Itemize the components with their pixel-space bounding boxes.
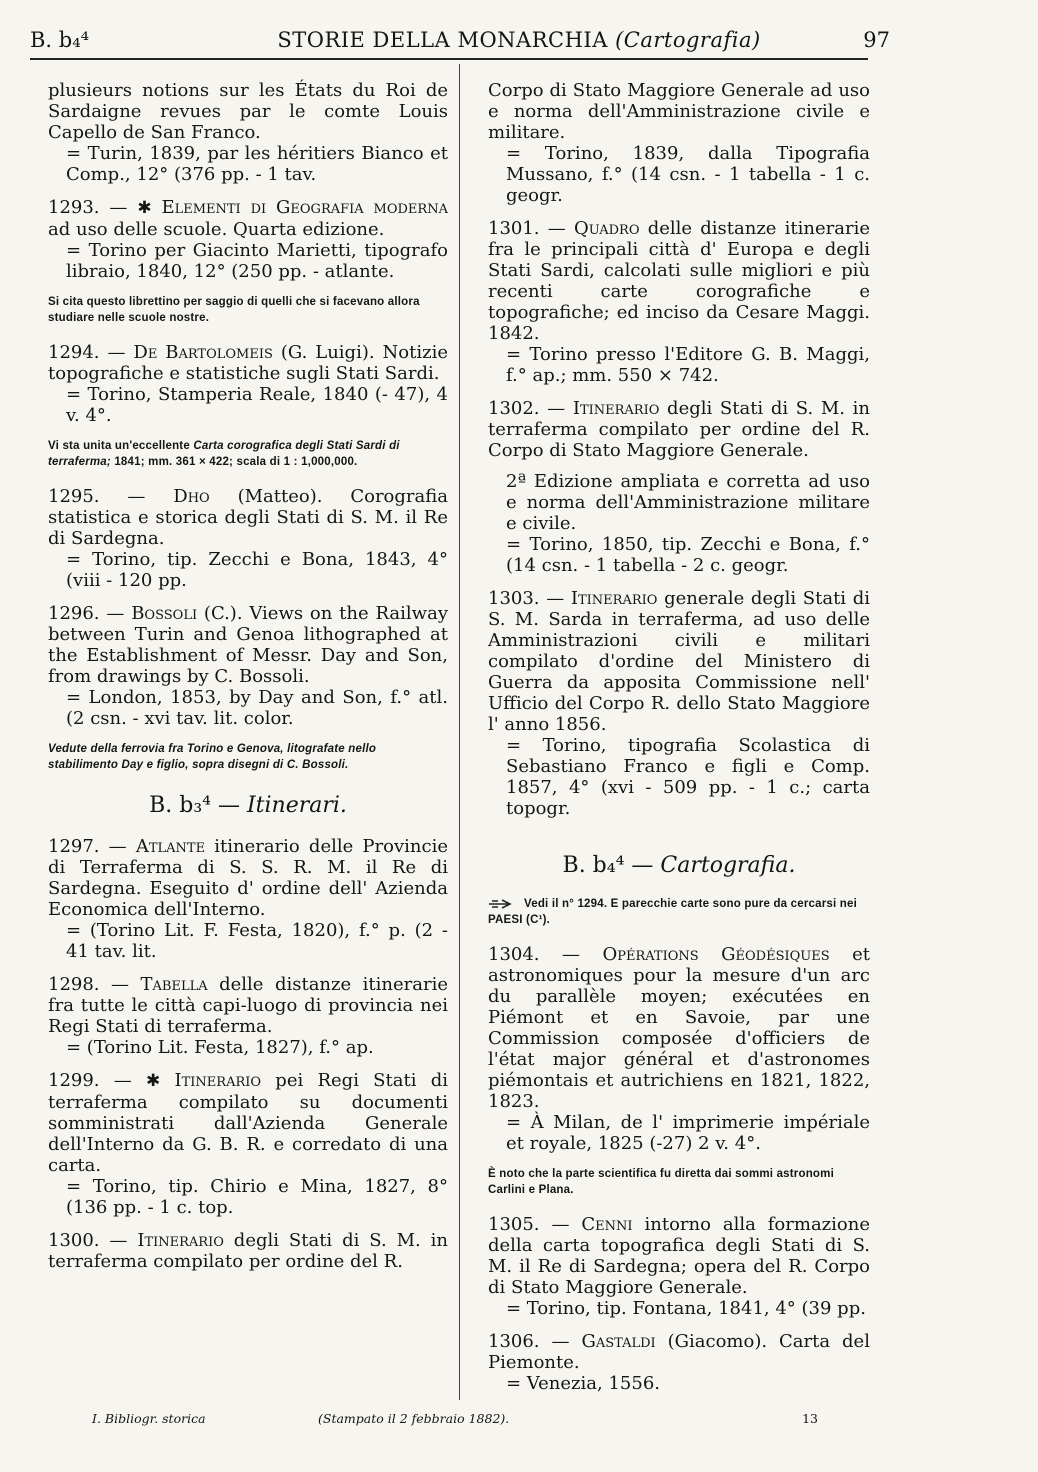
running-header xyxy=(0,22,1038,58)
entry-1297: 1297. — Atlante itinerario delle Provincie di Terraferma di S. S. R. M. il Re di Sardegna. Eseguito d' ordine dell' Azienda Economica dell'Interno. = (Torino Lit. F. Festa, 1820), f.° p. (2 - 41 tav. lit. xyxy=(48,836,448,962)
page-footer xyxy=(0,1411,1038,1435)
entry-1296: 1296. — Bossoli (C.). Views on the Railway between Turin and Genoa lithographed at the Establishment of Messr. Day and Son, from drawings by C. Bossoli. = London, 1853, by Day and Son, f.° atl. (2 csn. - xvi tav. lit. color. xyxy=(48,603,448,729)
note-1296: Vedute della ferrovia fra Torino e Genova, litografate nello stabilimento Day e figlio, sopra disegni di C. Bossoli. xyxy=(48,743,377,771)
section-heading-cartografia: B. b₄⁴ — Cartografia. xyxy=(562,853,796,878)
footer-sheet-number: 13 xyxy=(802,1411,818,1426)
entry-1303: 1303. — Itinerario generale degli Stati di S. M. Sarda in terraferma, ad uso delle Amministrazioni civili e militari compilato d'ordine del Ministero di Guerra da apposita Commissione nell' Ufficio del Corpo R. dello Stato Maggiore l' anno 1856. = Torino, tipografia Scolastica di Sebastiano Franco e figli e Comp. 1857, 4° (xvi - 509 pp. - 1 c.; carta topogr. xyxy=(488,588,870,819)
entry-1300: 1300. — Itinerario degli Stati di S. M. in terraferma compilato per ordine del R. xyxy=(48,1230,448,1272)
see-also-note: Vedi il n° 1294. E parecchie carte sono pure da cercarsi nei PAESI (C¹). xyxy=(488,898,858,926)
header-rule xyxy=(30,58,868,60)
left-column xyxy=(48,80,448,1284)
note-1293: Si cita questo librettino per saggio di quelli che si facevano allora studiare nelle scuole nostre. xyxy=(48,296,420,324)
entry-continuation-right: Corpo di Stato Maggiore Generale ad uso e norma dell'Amministrazione civile e militare. = Torino, 1839, dalla Tipografia Mussano, f.° (14 csn. - 1 tabella - 1 c. geogr. xyxy=(488,80,870,206)
note-1294: Vi sta unita un'eccellente Carta corografica degli Stati Sardi di terraferma; 1841; mm. 361 × 422; scala di 1 : 1,000,000. xyxy=(48,440,400,468)
entry-1295: 1295. — Dho (Matteo). Corografia statistica e storica degli Stati di S. M. il Re di Sardegna. = Torino, tip. Zecchi e Bona, 1843, 4° (viii - 120 pp. xyxy=(48,486,448,591)
section-heading-itinerari: B. b₃⁴ — Itinerari. xyxy=(149,793,347,818)
entry-1293: 1293. — ✱ Elementi di Geografia moderna ad uso delle scuole. Quarta edizione. = Torino per Giacinto Marietti, tipografo libraio, 1840, 12° (250 pp. - atlante. xyxy=(48,197,448,282)
footer-signature: I. Bibliogr. storica xyxy=(92,1411,206,1426)
entry-1304: 1304. — Opérations Géodésiques et astronomiques pour la mesure d'un arc du parallèle moyen; exécutées en Piémont et en Savoie, par une Commission composée d'officiers de l'état major général et d'astronomes piémontais et autrichiens en 1821, 1822, 1823. = À Milan, de l' imprimerie impériale et royale, 1825 (-27) 2 v. 4°. xyxy=(488,944,870,1154)
pointing-hand-icon xyxy=(488,899,518,909)
header-title-italic: (Cartografia) xyxy=(615,28,761,52)
footer-print-date: (Stampato il 2 febbraio 1882). xyxy=(318,1411,510,1426)
entry-1306: 1306. — Gastaldi (Giacomo). Carta del Piemonte. = Venezia, 1556. xyxy=(488,1331,870,1394)
entry-1302: 1302. — Itinerario degli Stati di S. M. in terraferma compilato per ordine del R. Corpo di Stato Maggiore Generale. 2ª Edizione ampliata e corretta ad uso e norma dell'Amministrazione militare e civile. = Torino, 1850, tip. Zecchi e Bona, f.° (14 csn. - 1 tabella - 2 c. geogr. xyxy=(488,398,870,576)
header-title: STORIE DELLA MONARCHIA (Cartografia) xyxy=(277,28,761,52)
note-1304: È noto che la parte scientifica fu diretta dai sommi astronomi Carlini e Plana. xyxy=(488,1168,834,1196)
right-column xyxy=(488,80,870,1406)
entry-1299: 1299. — ✱ Itinerario pei Regi Stati di terraferma compilato su documenti somministrati dall'Azienda Generale dell'Interno da G. B. R. e corredato di una carta. = Torino, tip. Chirio e Mina, 1827, 8° (136 pp. - 1 c. top. xyxy=(48,1070,448,1218)
header-section-mark: B. b₄⁴ xyxy=(30,28,90,52)
entry-1294: 1294. — De Bartolomeis (G. Luigi). Notizie topografiche e statistiche sugli Stati Sardi. = Torino, Stamperia Reale, 1840 (- 47), 4 v. 4°. xyxy=(48,342,448,426)
entry-1305: 1305. — Cenni intorno alla formazione della carta topografica degli Stati di S. M. il Re di Sardegna; opera del R. Corpo di Stato Maggiore Generale. = Torino, tip. Fontana, 1841, 4° (39 pp. xyxy=(488,1214,870,1319)
entry-1301: 1301. — Quadro delle distanze itinerarie fra le principali città d' Europa e degli Stati Sardi, calcolati sulle migliori e più recenti carte corografiche e topografiche; ed inciso da Cesare Maggi. 1842. = Torino presso l'Editore G. B. Maggi, f.° ap.; mm. 550 × 742. xyxy=(488,218,870,386)
entry-continuation: plusieurs notions sur les États du Roi de Sardaigne revues par le comte Louis Capello de San Franco. = Turin, 1839, par les héritiers Bianco et Comp., 12° (376 pp. - 1 tav. xyxy=(48,80,448,185)
asterisk-icon: ✱ xyxy=(146,1071,161,1091)
asterisk-icon: ✱ xyxy=(137,198,152,218)
entry-1298: 1298. — Tabella delle distanze itinerarie fra tutte le città capi-luogo di provincia nei Regi Stati di terraferma. = (Torino Lit. Festa, 1827), f.° ap. xyxy=(48,974,448,1058)
page-number: 97 xyxy=(863,28,890,52)
column-divider xyxy=(459,64,460,1400)
